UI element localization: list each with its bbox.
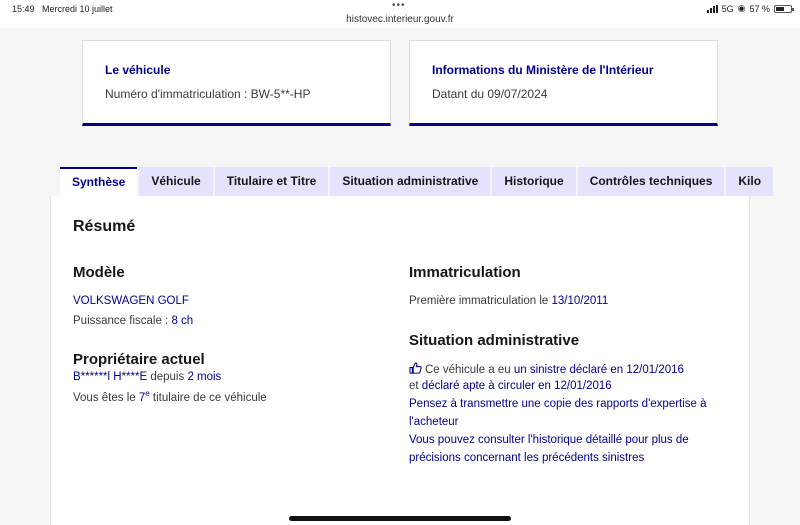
admin-line-4: l'acheteur <box>409 416 459 428</box>
owner-since-label: depuis <box>147 371 188 383</box>
status-indicators <box>707 3 792 14</box>
tab-situation-administrative[interactable]: Situation administrative <box>330 167 490 196</box>
fiscal-power-label: Puissance fiscale : <box>73 315 172 327</box>
fiscal-power-value: 8 ch <box>171 315 194 327</box>
more-dots-icon[interactable]: ••• <box>392 0 406 11</box>
tab-titulaire[interactable]: Titulaire et Titre <box>215 167 329 196</box>
admin-line-3: Pensez à transmettre une copie des rapports d'expertise à <box>409 398 707 410</box>
tab-bar <box>60 167 762 196</box>
url-bar[interactable]: histovec.interieur.gouv.fr <box>346 14 454 25</box>
vehicle-card-title: Le véhicule <box>105 63 171 77</box>
sinistre-link[interactable]: un sinistre déclaré en 12/01/2016 <box>513 364 684 376</box>
thumbs-up-icon <box>409 362 422 374</box>
ministry-card <box>409 40 718 126</box>
owner-rank-value: 7 <box>138 391 146 404</box>
owner-name: B******l H****E <box>73 371 148 383</box>
admin-line-2-prefix: et <box>409 380 422 392</box>
signal-icon <box>707 5 718 13</box>
admin-line-6: précisions concernant les précédents sinistres <box>409 452 645 464</box>
owner-rank-suffix: titulaire de ce véhicule <box>149 391 267 404</box>
home-indicator[interactable] <box>289 516 511 521</box>
data-date: Datant du 09/07/2024 <box>432 87 548 101</box>
registration-heading: Immatriculation <box>409 264 521 281</box>
owner-since-value: 2 mois <box>187 371 222 383</box>
apte-link[interactable]: déclaré apte à circuler en 12/01/2016 <box>421 380 612 392</box>
status-bar <box>0 0 800 25</box>
tab-controles-techniques[interactable]: Contrôles techniques <box>578 167 725 196</box>
tab-historique[interactable]: Historique <box>492 167 575 196</box>
synthese-panel <box>50 196 750 525</box>
fiscal-power <box>73 315 193 327</box>
admin-line-1 <box>409 362 684 376</box>
owner-rank-sup: e <box>145 389 150 398</box>
tab-kilometrage[interactable]: Kilo <box>726 167 773 196</box>
status-date: Mercredi 10 juillet <box>42 4 113 14</box>
orientation-lock-icon: ◉ <box>737 3 746 13</box>
tab-synthese[interactable]: Synthèse <box>60 167 137 196</box>
owner-line <box>73 371 221 383</box>
vehicle-card <box>82 40 391 126</box>
admin-heading: Situation administrative <box>409 332 580 349</box>
admin-line-2 <box>409 380 612 392</box>
status-time: 15:49 <box>12 4 35 14</box>
registration-number: Numéro d'immatriculation : BW-5**-HP <box>105 87 311 101</box>
owner-rank-prefix: Vous êtes le <box>73 391 139 404</box>
admin-line-5: Vous pouvez consulter l'historique détaillé pour plus de <box>409 434 689 446</box>
owner-rank <box>73 389 267 404</box>
admin-line-1-prefix: Ce véhicule a eu <box>425 364 514 376</box>
tab-vehicule[interactable]: Véhicule <box>139 167 212 196</box>
ministry-card-title: Informations du Ministère de l'Intérieur <box>432 63 654 77</box>
first-registration <box>409 295 608 307</box>
first-registration-label: Première immatriculation le <box>409 295 552 307</box>
summary-title: Résumé <box>73 218 136 235</box>
battery-icon <box>774 5 792 13</box>
model-heading: Modèle <box>73 264 125 281</box>
owner-heading: Propriétaire actuel <box>73 351 205 368</box>
battery-percent: 57 % <box>749 3 770 14</box>
model-name: VOLKSWAGEN GOLF <box>73 295 189 307</box>
first-registration-date: 13/10/2011 <box>551 295 609 307</box>
network-label: 5G <box>721 3 734 14</box>
page-content <box>0 28 800 525</box>
